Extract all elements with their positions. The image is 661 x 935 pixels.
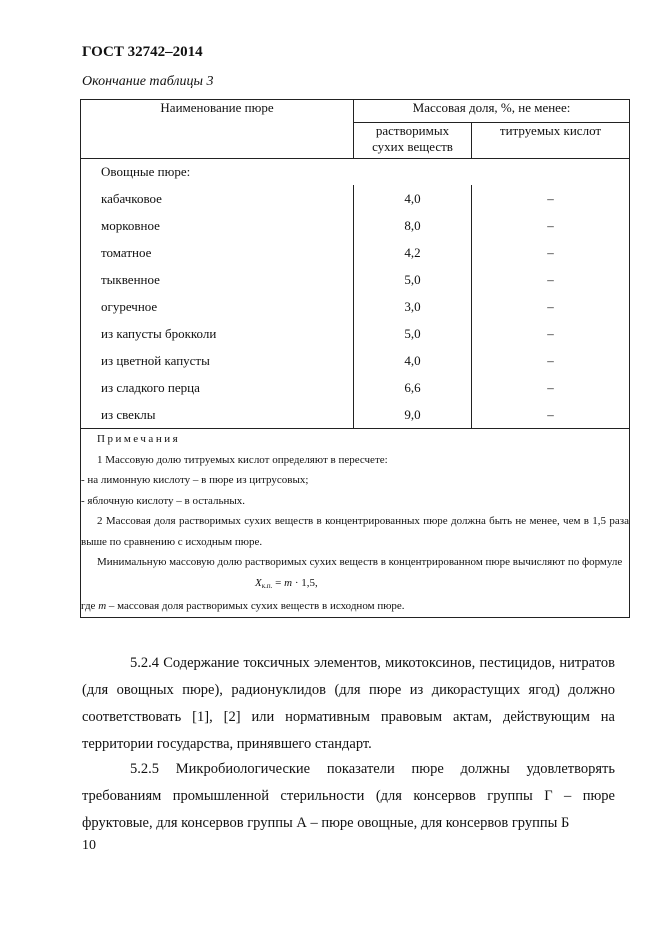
row-name: из капусты брокколи xyxy=(81,320,354,347)
page-number: 10 xyxy=(82,838,96,853)
row-name: из цветной капусты xyxy=(81,347,354,374)
note-1b: - яблочную кислоту – в остальных. xyxy=(81,494,246,507)
row-dry: 3,0 xyxy=(354,293,472,320)
table-row xyxy=(81,320,630,347)
row-dry: 4,0 xyxy=(354,185,472,212)
row-acid: – xyxy=(472,212,630,239)
row-acid: – xyxy=(472,185,630,212)
col-header-dry-solids xyxy=(354,123,472,159)
row-name: из сладкого перца xyxy=(81,374,354,401)
table-row xyxy=(81,239,630,266)
formula-rest: · 1,5, xyxy=(292,576,318,589)
where-text: – массовая доля растворимых сухих веществ в исходном пюре. xyxy=(106,600,405,612)
row-acid: – xyxy=(472,293,630,320)
row-name: из свеклы xyxy=(81,401,354,429)
formula-var: X xyxy=(255,576,262,589)
where-var: m xyxy=(98,600,107,612)
row-acid: – xyxy=(472,401,630,429)
row-dry: 4,0 xyxy=(354,347,472,374)
paragraph-5-2-4 xyxy=(82,650,615,758)
row-acid: – xyxy=(472,266,630,293)
puree-table xyxy=(80,99,630,618)
row-dry: 5,0 xyxy=(354,320,472,347)
row-dry: 5,0 xyxy=(354,266,472,293)
document-header: ГОСТ 32742–2014 xyxy=(82,44,203,60)
formula-m: m xyxy=(284,576,293,589)
row-acid: – xyxy=(472,347,630,374)
row-acid: – xyxy=(472,374,630,401)
table-row xyxy=(81,401,630,429)
table-row xyxy=(81,293,630,320)
col-header-name: Наименование пюре xyxy=(81,100,354,159)
where-prefix: где xyxy=(81,600,99,612)
paragraph-5-2-5 xyxy=(82,756,615,837)
row-dry: 9,0 xyxy=(354,401,472,429)
table-row xyxy=(81,374,630,401)
row-name: кабачковое xyxy=(81,185,354,212)
table-caption: Окончание таблицы 3 xyxy=(82,74,214,89)
note-3: Минимальную массовую долю растворимых сухих веществ в концентрированном пюре вычисляют по формуле xyxy=(97,556,623,568)
table-row xyxy=(81,185,630,212)
formula-where xyxy=(81,596,629,617)
table-row xyxy=(81,347,630,374)
row-dry: 8,0 xyxy=(354,212,472,239)
paragraph-5-2-4-text: 5.2.4 Содержание токсичных элементов, микотоксинов, пестицидов, нитратов (для овощных пюре), радионуклидов (для пюре из дикорастущих ягод) должно соответствовать [1], [2] или нормативным правовым актам, действующим на территории государства, принявшего стандарт. xyxy=(82,655,615,752)
col-header-acids: титруемых кислот xyxy=(472,123,630,159)
row-name: морковное xyxy=(81,212,354,239)
row-acid: – xyxy=(472,320,630,347)
note-1: 1 Массовую долю титруемых кислот определяют в пересчете: xyxy=(97,453,388,466)
row-dry: 4,2 xyxy=(354,239,472,266)
row-dry: 6,6 xyxy=(354,374,472,401)
col-header-dry-line2: сухих веществ xyxy=(372,139,453,155)
row-name: тыквенное xyxy=(81,266,354,293)
table-notes xyxy=(81,429,630,618)
formula xyxy=(81,573,629,597)
paragraph-5-2-5-text: 5.2.5 Микробиологические показатели пюре должны удовлетворять требованиям промышленной стерильности (для консервов группы Г – пюре фруктовые, для консервов группы А – пюре овощные, для консервов группы Б xyxy=(82,761,615,831)
note-2: 2 Массовая доля растворимых сухих веществ в концентрированных пюре должна быть не менее, чем в 1,5 раза выше по сравнению с исходным пюре. xyxy=(81,515,630,548)
row-name: томатное xyxy=(81,239,354,266)
col-header-dry-line1: растворимых xyxy=(375,123,450,139)
notes-title: Примечания xyxy=(97,433,181,445)
group-label: Овощные пюре: xyxy=(81,159,354,186)
table-row xyxy=(81,212,630,239)
formula-sub: к.п. xyxy=(261,581,273,590)
note-1a: - на лимонную кислоту – в пюре из цитрусовых; xyxy=(81,474,309,486)
row-acid: – xyxy=(472,239,630,266)
col-header-mass-fraction: Массовая доля, %, не менее: xyxy=(354,100,630,123)
row-name: огуречное xyxy=(81,293,354,320)
table-row xyxy=(81,266,630,293)
group-row xyxy=(81,159,630,186)
formula-eq: = xyxy=(272,576,285,589)
